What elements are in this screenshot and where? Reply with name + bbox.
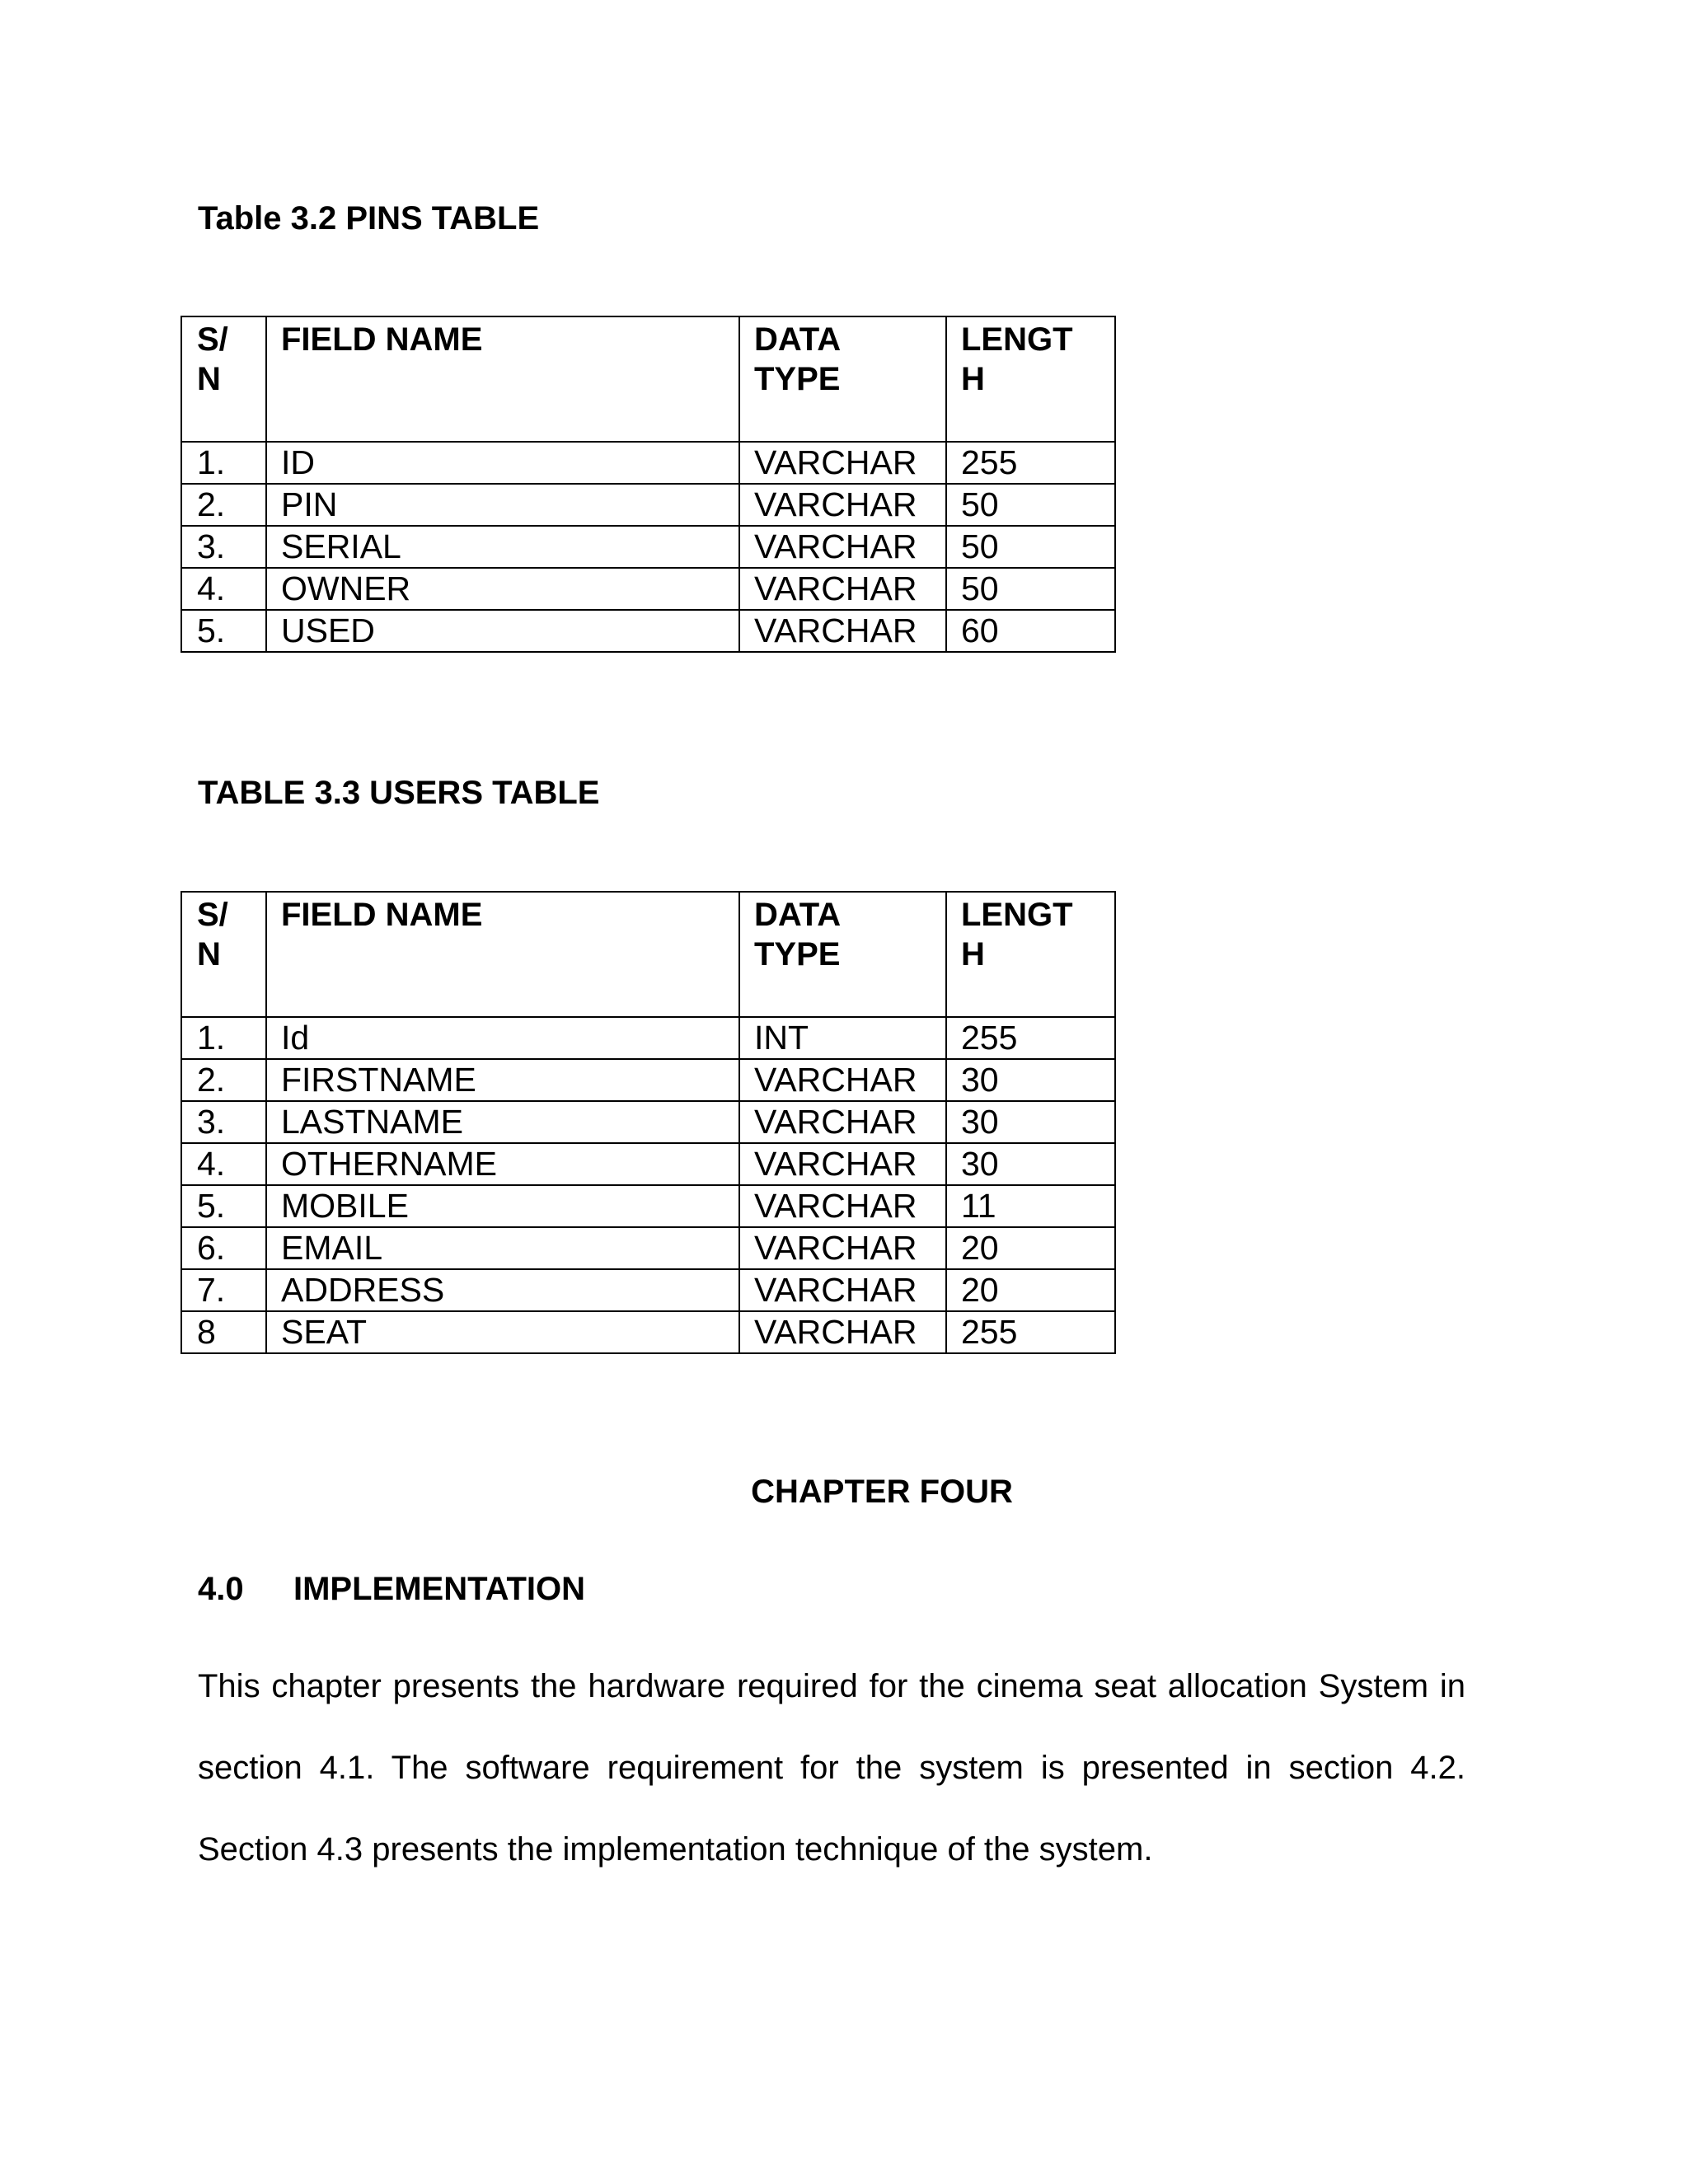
cell-data-type: VARCHAR (739, 1185, 946, 1227)
table-row (181, 1269, 1115, 1311)
cell-sn: 2. (181, 1059, 266, 1101)
cell-data-type: VARCHAR (739, 526, 946, 568)
cell-sn: 8 (181, 1311, 266, 1353)
cell-length: 255 (946, 1311, 1115, 1353)
cell-field-name: SEAT (266, 1311, 739, 1353)
cell-length: 50 (946, 526, 1115, 568)
cell-sn: 3. (181, 1101, 266, 1143)
header-data-type (739, 316, 946, 442)
cell-length: 50 (946, 568, 1115, 610)
cell-field-name: EMAIL (266, 1227, 739, 1269)
header-data-type-line1: DATA (754, 321, 842, 358)
header-data-type-line1: DATA (754, 897, 842, 933)
table-row (181, 442, 1115, 484)
table-row (181, 526, 1115, 568)
section-title: IMPLEMENTATION (293, 1571, 586, 1607)
table-row (181, 1059, 1115, 1101)
cell-field-name: OWNER (266, 568, 739, 610)
cell-field-name: USED (266, 610, 739, 652)
cell-sn: 2. (181, 484, 266, 526)
cell-sn: 6. (181, 1227, 266, 1269)
header-field-name-label: FIELD NAME (281, 897, 483, 933)
header-field-name-label: FIELD NAME (281, 321, 483, 358)
table-row (181, 610, 1115, 652)
cell-length: 50 (946, 484, 1115, 526)
cell-data-type: INT (739, 1017, 946, 1059)
cell-data-type: VARCHAR (739, 568, 946, 610)
cell-sn: 7. (181, 1269, 266, 1311)
cell-data-type: VARCHAR (739, 1227, 946, 1269)
cell-field-name: ADDRESS (266, 1269, 739, 1311)
cell-data-type: VARCHAR (739, 1101, 946, 1143)
cell-length: 20 (946, 1269, 1115, 1311)
users-table-header-row (181, 892, 1115, 1017)
header-field-name (266, 316, 739, 442)
header-sn-line2: N (197, 361, 221, 397)
cell-sn: 4. (181, 1143, 266, 1185)
header-length (946, 316, 1115, 442)
header-data-type-line2: TYPE (754, 936, 841, 972)
table-row (181, 568, 1115, 610)
cell-length: 255 (946, 442, 1115, 484)
users-table-caption: TABLE 3.3 USERS TABLE (198, 775, 600, 811)
cell-sn: 4. (181, 568, 266, 610)
header-sn-line1: S/ (197, 321, 228, 358)
header-sn (181, 316, 266, 442)
cell-field-name: MOBILE (266, 1185, 739, 1227)
cell-field-name: ID (266, 442, 739, 484)
cell-data-type: VARCHAR (739, 610, 946, 652)
pins-table (181, 316, 1116, 653)
header-field-name (266, 892, 739, 1017)
header-sn-line1: S/ (197, 897, 228, 933)
table-row (181, 1185, 1115, 1227)
cell-data-type: VARCHAR (739, 1269, 946, 1311)
cell-sn: 5. (181, 610, 266, 652)
cell-data-type: VARCHAR (739, 1143, 946, 1185)
table-row (181, 1101, 1115, 1143)
table-row (181, 1311, 1115, 1353)
header-length (946, 892, 1115, 1017)
cell-field-name: FIRSTNAME (266, 1059, 739, 1101)
cell-field-name: PIN (266, 484, 739, 526)
cell-length: 255 (946, 1017, 1115, 1059)
header-length-line1: LENGT (961, 321, 1073, 358)
cell-sn: 1. (181, 442, 266, 484)
cell-sn: 1. (181, 1017, 266, 1059)
cell-data-type: VARCHAR (739, 442, 946, 484)
cell-sn: 5. (181, 1185, 266, 1227)
header-length-line1: LENGT (961, 897, 1073, 933)
cell-sn: 3. (181, 526, 266, 568)
cell-data-type: VARCHAR (739, 1059, 946, 1101)
cell-length: 30 (946, 1143, 1115, 1185)
cell-data-type: VARCHAR (739, 1311, 946, 1353)
cell-field-name: Id (266, 1017, 739, 1059)
body-paragraph: This chapter presents the hardware required for the cinema seat allocation System in section 4.1. The software requirement for the system is presented in section 4.2. Section 4.3 presents the implementation technique of the system. (198, 1668, 1465, 1868)
header-length-line2: H (961, 361, 985, 397)
header-sn-line2: N (197, 936, 221, 972)
cell-length: 11 (946, 1185, 1115, 1227)
chapter-title: CHAPTER FOUR (751, 1474, 1013, 1510)
pins-table-caption: Table 3.2 PINS TABLE (198, 200, 540, 237)
cell-length: 20 (946, 1227, 1115, 1269)
cell-field-name: LASTNAME (266, 1101, 739, 1143)
section-heading (198, 1569, 585, 1609)
table-row (181, 1143, 1115, 1185)
header-data-type (739, 892, 946, 1017)
header-data-type-line2: TYPE (754, 361, 841, 397)
table-row (181, 1017, 1115, 1059)
cell-field-name: OTHERNAME (266, 1143, 739, 1185)
table-row (181, 1227, 1115, 1269)
section-number: 4.0 (198, 1571, 244, 1607)
table-row (181, 484, 1115, 526)
cell-data-type: VARCHAR (739, 484, 946, 526)
header-sn (181, 892, 266, 1017)
users-table (181, 891, 1116, 1354)
cell-field-name: SERIAL (266, 526, 739, 568)
cell-length: 60 (946, 610, 1115, 652)
cell-length: 30 (946, 1101, 1115, 1143)
cell-length: 30 (946, 1059, 1115, 1101)
pins-table-header-row (181, 316, 1115, 442)
header-length-line2: H (961, 936, 985, 972)
